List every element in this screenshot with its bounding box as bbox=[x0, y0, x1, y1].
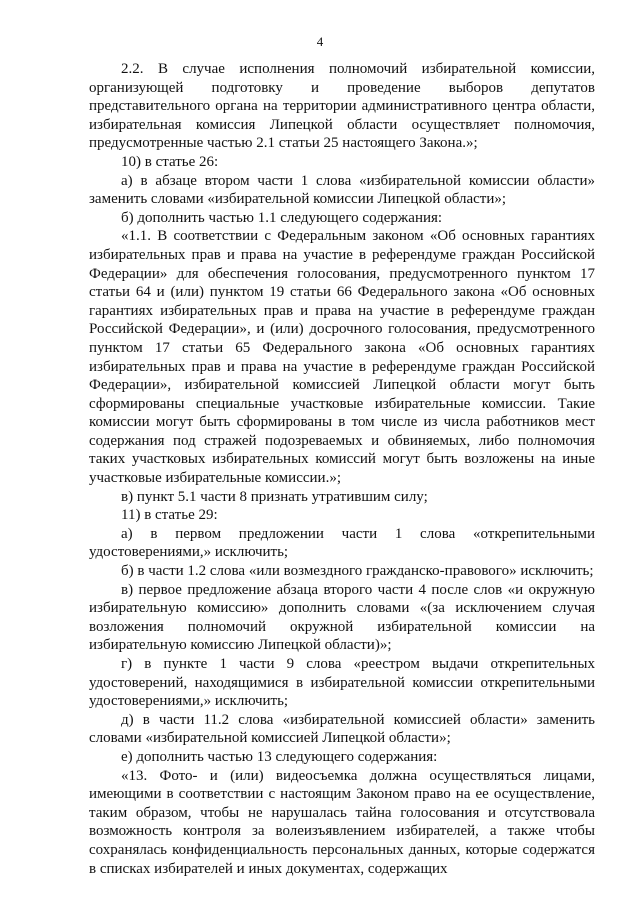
paragraph-item-10v: в) пункт 5.1 части 8 признать утратившим силу; bbox=[121, 488, 428, 505]
paragraph-2-2: 2.2. В случае исполнения полномочий избирательной комиссии, организующей подготовку и проведение выборов депутатов представительного органа на территории административного центра области, избирательная комиссия Липецкой области осуществляет полномочия, предусмотренные частью 2.1 статьи 25 настоящего Закона.»; bbox=[89, 61, 595, 152]
page-number: 4 bbox=[316, 34, 324, 49]
paragraph-quote-1-1: «1.1. В соответствии с Федеральным законом «Об основных гарантиях избирательных прав и права на участие в референдуме граждан Российской Федерации» для обеспечения голосования, предусмотренного пунктом 17 статьи 64 и (или) пунктом 19 статьи 66 Федерального закона «Об основных гарантиях избирательных прав и права на участие в референдуме граждан Российской Федерации», и (или) досрочного голосования, предусмотренного пунктом 17 статьи 65 Федерального закона «Об основных гарантиях избирательных прав и права на участие в референдуме граждан Российской Федерации», избирательной комиссией Липецкой области могут быть сформированы специальные участковые избирательные комиссии. Такие комиссии могут быть сформированы в том числе из числа работников мест содержания под стражей подозреваемых и обвиняемых, либо полномочия таких участковых избирательных комиссий могут быть возложены на иные участковые избирательные комиссии.»; bbox=[89, 228, 595, 487]
paragraph-item-10: 10) в статье 26: bbox=[121, 153, 219, 170]
paragraph-item-11: 11) в статье 29: bbox=[121, 507, 218, 524]
paragraph-item-10b: б) дополнить частью 1.1 следующего содержания: bbox=[121, 209, 443, 226]
paragraph-item-11d: д) в части 11.2 слова «избирательной комиссией области» заменить словами «избирательной комиссией Липецкой области»; bbox=[89, 711, 595, 747]
document-body bbox=[89, 60, 595, 878]
paragraph-item-11v: в) первое предложение абзаца второго части 4 после слов «и окружную избирательную комиссию» дополнить словами «(за исключением случая возложения полномочий окружной избирательной комиссии на избирательную комиссию Липецкой области)»; bbox=[89, 581, 595, 654]
paragraph-item-11b: б) в части 1.2 слова «или возмездного гражданско-правового» исключить; bbox=[121, 563, 594, 580]
paragraph-quote-13: «13. Фото- и (или) видеосъемка должна осуществляться лицами, имеющими в соответствии с настоящим Законом право на ее осуществление, таким образом, чтобы не нарушалась тайна голосования и отсутствовала возможность контроля за волеизъявлением избирателей, а также чтобы сохранялась конфиденциальность персональных данных, которые содержатся в списках избирателей и иных документах, содержащих bbox=[89, 767, 595, 877]
paragraph-item-10a: а) в абзаце втором части 1 слова «избирательной комиссии области» заменить словами «избирательной комиссии Липецкой области»; bbox=[89, 172, 595, 208]
paragraph-item-11e: е) дополнить частью 13 следующего содержания: bbox=[121, 748, 438, 765]
paragraph-item-11a: а) в первом предложении части 1 слова «открепительными удостоверениями,» исключить; bbox=[89, 525, 595, 561]
paragraph-item-11g: г) в пункте 1 части 9 слова «реестром выдачи открепительных удостоверений, находящимися в избирательной комиссии открепительными удостоверениями,» исключить; bbox=[89, 656, 595, 710]
